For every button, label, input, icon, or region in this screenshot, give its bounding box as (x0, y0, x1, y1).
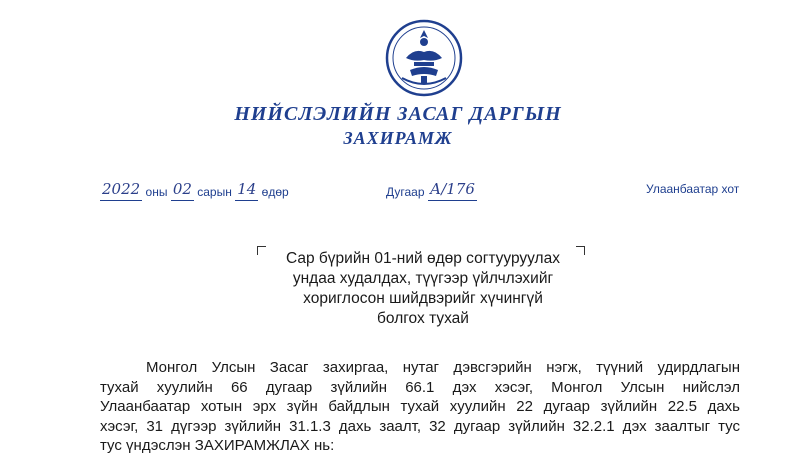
document-number (386, 182, 477, 201)
date-month-suffix: сарын (197, 185, 232, 199)
date-year-suffix: оны (145, 185, 168, 199)
org-title-line1: НИЙСЛЭЛИЙН ЗАСАГ ДАРГЫН (234, 103, 562, 125)
date-month: 02 (172, 180, 192, 198)
subject-line: болгох тухай (377, 310, 469, 327)
subject-line: Сар бүрийн 01-ний өдөр согтууруулах (286, 250, 560, 267)
date-day-suffix: өдөр (261, 185, 289, 199)
date-year: 2022 (102, 180, 141, 198)
body-line: Монгол Улсын Засаг захиргаа, нутаг дэвсгэрийн нэгж, түүний удирдлагын (146, 359, 740, 376)
body-line: Улаанбаатар хотын эрх зүйн байдлын тухай хуулийн 22 дугаар зүйлийн 22.5 дахь (100, 398, 740, 415)
date-day: 14 (237, 180, 257, 198)
body-line: тухай хуулийн 66 дугаар зүйлийн 66.1 дэх хэсэг, Монгол Улсын нийслэл (100, 378, 740, 396)
subject-block (262, 249, 584, 329)
body-line: хэсэг, 31 дүгээр зүйлийн 31.1.3 дахь заалт, 32 дугаар зүйлийн 32.2.1 дэх заалтыг тус (100, 417, 740, 435)
body-line: тус үндэслэн ЗАХИРАМЖЛАХ нь: (100, 437, 335, 454)
number-label: Дугаар (386, 185, 425, 199)
subject-line: ундаа худалдах, түүгээр үйлчлэхийг (292, 270, 554, 287)
subject-line: хориглосон шийдвэрийг хүчингүй (303, 290, 543, 307)
city-label: Улаанбаатар хот (646, 182, 740, 196)
number-value: А/176 (429, 180, 475, 198)
body-paragraph (100, 358, 740, 456)
date-line (100, 182, 289, 201)
mongolia-state-emblem-icon (384, 18, 464, 98)
org-title-line2: ЗАХИРАМЖ (343, 128, 453, 148)
